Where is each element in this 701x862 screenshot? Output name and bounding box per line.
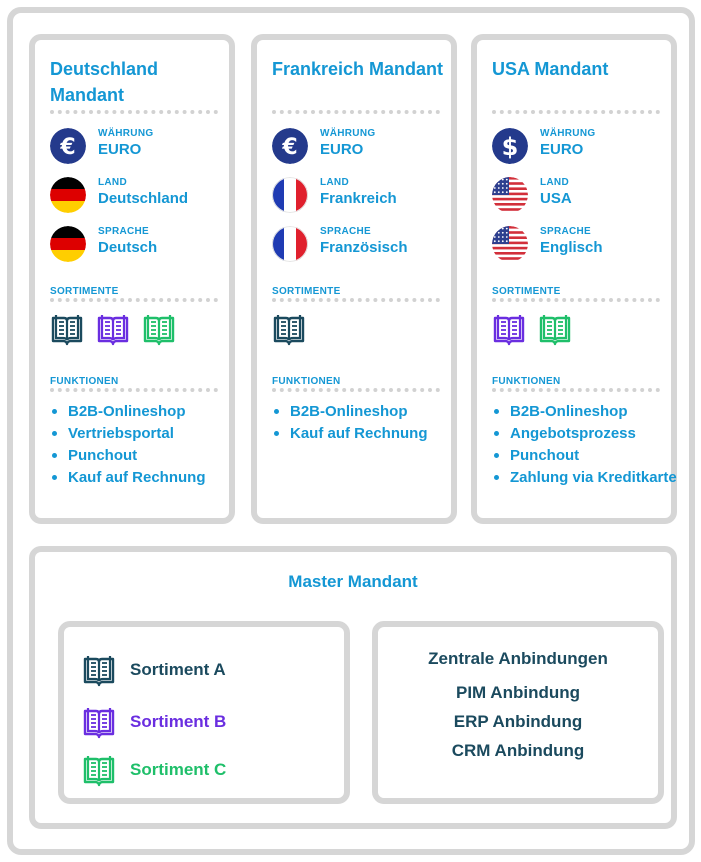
book-icon <box>538 312 572 346</box>
anbindung-item: ERP Anbindung <box>453 712 583 731</box>
zentrale-title: Zentrale Anbindungen <box>428 649 608 668</box>
currency-value: EURO <box>320 141 364 158</box>
funktionen-list <box>492 402 677 490</box>
sortimente-label: SORTIMENTE <box>492 286 561 297</box>
divider <box>272 298 440 302</box>
master-sortimente-box <box>58 621 350 804</box>
currency-label: WÄHRUNG <box>98 128 154 139</box>
currency-row <box>492 128 677 164</box>
sortiment-name: Sortiment A <box>130 660 226 679</box>
divider <box>492 298 660 302</box>
sortiment-row <box>82 753 332 789</box>
france-flag-icon <box>272 177 308 213</box>
sortimente-icons <box>272 312 306 348</box>
country-value: Frankreich <box>320 190 397 207</box>
germany-flag-icon <box>50 226 86 262</box>
divider <box>50 298 218 302</box>
sortimente-label: SORTIMENTE <box>272 286 341 297</box>
sortiment-row <box>82 653 332 689</box>
divider <box>50 388 218 392</box>
funktionen-label: FUNKTIONEN <box>50 376 119 387</box>
sortiment-name: Sortiment B <box>130 712 227 731</box>
sortiment-row <box>82 705 332 741</box>
language-label: SPRACHE <box>98 226 149 237</box>
language-value: Französisch <box>320 239 408 256</box>
euro-icon <box>50 128 86 164</box>
language-value: Englisch <box>540 239 603 256</box>
currency-value: EURO <box>540 141 584 158</box>
mandant-card-usa <box>471 34 677 524</box>
mandant-title: Deutschland Mandant <box>50 59 159 105</box>
currency-row <box>272 128 457 164</box>
master-title: Master Mandant <box>288 572 418 591</box>
list-item: B2B-Onlineshop <box>272 402 457 421</box>
language-value: Deutsch <box>98 239 158 256</box>
svg-text:$: $ <box>501 133 519 161</box>
list-item: Vertriebsportal <box>50 424 235 443</box>
currency-label: WÄHRUNG <box>320 128 376 139</box>
funktionen-list <box>272 402 457 446</box>
anbindung-item: CRM Anbindung <box>451 741 585 760</box>
zentrale-anbindungen-box <box>372 621 664 804</box>
divider <box>492 388 660 392</box>
list-item: B2B-Onlineshop <box>492 402 677 421</box>
country-label: LAND <box>540 177 569 188</box>
svg-text:€: € <box>60 135 76 160</box>
mandant-card-deutschland <box>29 34 235 524</box>
euro-icon <box>272 128 308 164</box>
anbindung-item: PIM Anbindung <box>455 683 580 702</box>
book-icon <box>96 312 130 346</box>
country-label: LAND <box>98 177 127 188</box>
divider <box>272 110 440 114</box>
list-item: Punchout <box>50 446 235 465</box>
divider <box>492 110 660 114</box>
list-item: Kauf auf Rechnung <box>50 468 235 487</box>
country-row <box>50 177 235 213</box>
country-row <box>492 177 677 213</box>
mandant-title: USA Mandant <box>492 59 609 79</box>
currency-row <box>50 128 235 164</box>
list-item: B2B-Onlineshop <box>50 402 235 421</box>
list-item: Punchout <box>492 446 677 465</box>
sortimente-label: SORTIMENTE <box>50 286 119 297</box>
svg-text:€: € <box>282 135 298 160</box>
sortiment-name: Sortiment C <box>130 760 227 779</box>
language-label: SPRACHE <box>540 226 591 237</box>
divider <box>272 388 440 392</box>
sortimente-icons <box>50 312 176 348</box>
dollar-icon <box>492 128 528 164</box>
language-label: SPRACHE <box>320 226 371 237</box>
country-value: Deutschland <box>98 190 189 207</box>
language-row <box>492 226 677 262</box>
list-item: Zahlung via Kreditkarte <box>492 468 677 487</box>
usa-flag-icon <box>492 177 528 213</box>
sortimente-icons <box>492 312 572 348</box>
germany-flag-icon <box>50 177 86 213</box>
currency-label: WÄHRUNG <box>540 128 596 139</box>
funktionen-label: FUNKTIONEN <box>492 376 561 387</box>
book-icon <box>492 312 526 346</box>
list-item: Kauf auf Rechnung <box>272 424 457 443</box>
mandant-title: Frankreich Mandant <box>272 59 444 79</box>
currency-value: EURO <box>98 141 142 158</box>
master-mandant-box <box>29 546 677 829</box>
france-flag-icon <box>272 226 308 262</box>
country-label: LAND <box>320 177 349 188</box>
language-row <box>272 226 457 262</box>
country-row <box>272 177 457 213</box>
list-item: Angebotsprozess <box>492 424 677 443</box>
book-icon <box>272 312 306 346</box>
divider <box>50 110 218 114</box>
funktionen-label: FUNKTIONEN <box>272 376 341 387</box>
country-value: USA <box>540 190 572 207</box>
language-row <box>50 226 235 262</box>
usa-flag-icon <box>492 226 528 262</box>
book-icon <box>50 312 84 346</box>
mandant-card-frankreich <box>251 34 457 524</box>
book-icon <box>142 312 176 346</box>
funktionen-list <box>50 402 235 490</box>
